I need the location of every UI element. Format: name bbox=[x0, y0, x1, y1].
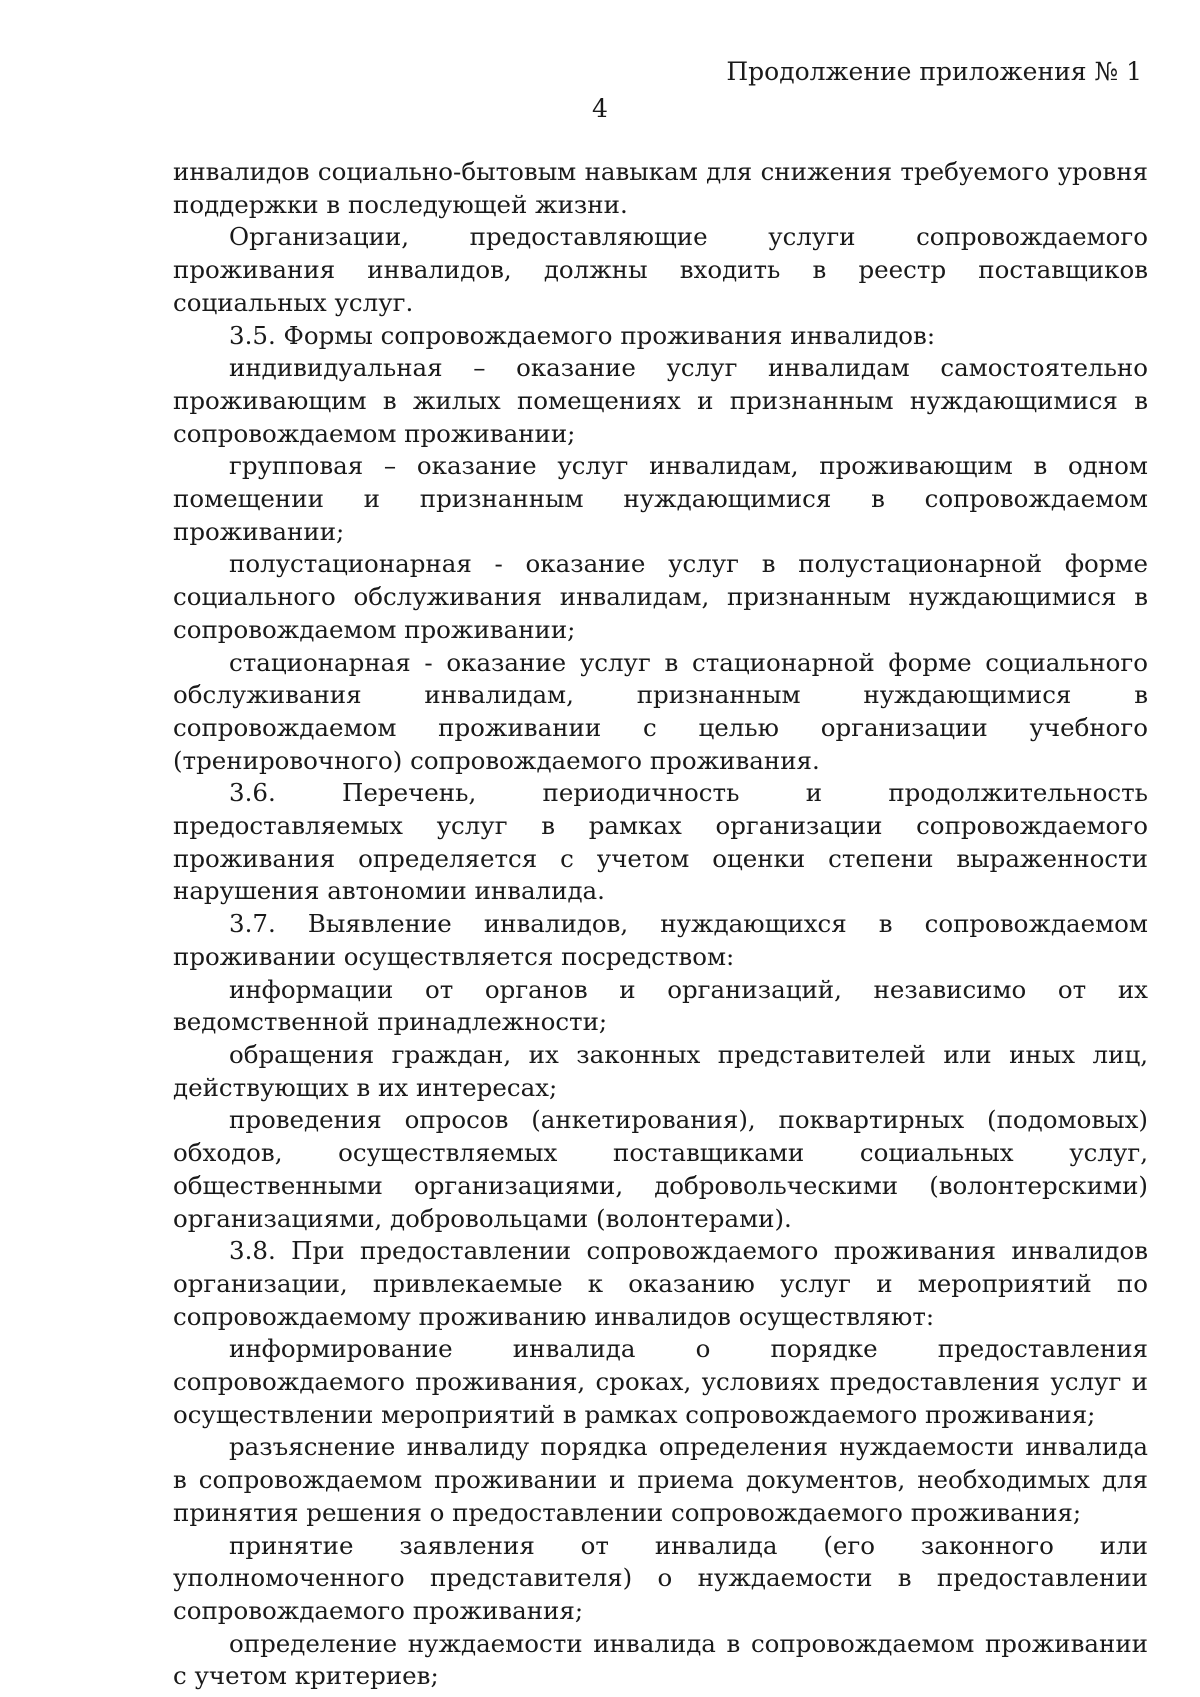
paragraph: Организации, предоставляющие услуги сопровождаемого проживания инвалидов, должны входить в реестр поставщиков социальных услуг. bbox=[173, 222, 1148, 317]
list-item: информации от органов и организаций, независимо от их ведомственной принадлежности; bbox=[173, 974, 1148, 1037]
appendix-continuation-note: Продолжение приложения № 1 bbox=[726, 57, 1142, 86]
list-item: стационарная - оказание услуг в стационарной форме социального обслуживания инвалидам, признанным нуждающимися в сопровождаемом проживании с целью организации учебного (тренировочного) сопровождаемого проживания. bbox=[173, 647, 1148, 775]
list-item: разъяснение инвалиду порядка определения нуждаемости инвалида в сопровождаемом проживании и приема документов, необходимых для принятия решения о предоставлении сопровождаемого проживания; bbox=[173, 1432, 1148, 1527]
list-item: проведения опросов (анкетирования), поквартирных (подомовых) обходов, осуществляемых поставщиками социальных услуг, общественными организациями, добровольческими (волонтерскими) организациями, добровольцами (волонтерами). bbox=[173, 1105, 1148, 1233]
list-item: определение нуждаемости инвалида в сопровождаемом проживании с учетом критериев; bbox=[173, 1628, 1148, 1691]
paragraph: инвалидов социально-бытовым навыкам для снижения требуемого уровня поддержки в последующей жизни. bbox=[173, 157, 1148, 219]
section-3-6: 3.6. Перечень, периодичность и продолжительность предоставляемых услуг в рамках организации сопровождаемого проживания определяется с учетом оценки степени выраженности нарушения автономии инвалида. bbox=[173, 778, 1148, 906]
document-body bbox=[173, 156, 1148, 1693]
list-item: принятие заявления от инвалида (его законного или уполномоченного представителя) о нуждаемости в предоставлении сопровождаемого проживания; bbox=[173, 1530, 1148, 1625]
section-heading-3-5: 3.5. Формы сопровождаемого проживания инвалидов: bbox=[229, 320, 936, 350]
list-item: индивидуальная – оказание услуг инвалидам самостоятельно проживающим в жилых помещениях и признанным нуждающимися в сопровождаемом проживании; bbox=[173, 353, 1148, 448]
list-item: информирование инвалида о порядке предоставления сопровождаемого проживания, сроках, условиях предоставления услуг и осуществлении мероприятий в рамках сопровождаемого проживания; bbox=[173, 1334, 1148, 1429]
list-item: обращения граждан, их законных представителей или иных лиц, действующих в их интересах; bbox=[173, 1039, 1148, 1102]
page-number: 4 bbox=[592, 94, 608, 123]
list-item: полустационарная - оказание услуг в полустационарной форме социального обслуживания инвалидам, признанным нуждающимися в сопровождаемом проживании; bbox=[173, 549, 1148, 644]
section-3-8: 3.8. При предоставлении сопровождаемого проживания инвалидов организации, привлекаемые к оказанию услуг и мероприятий по сопровождаемому проживанию инвалидов осуществляют: bbox=[173, 1236, 1148, 1331]
section-3-7: 3.7. Выявление инвалидов, нуждающихся в сопровождаемом проживании осуществляется посредством: bbox=[173, 909, 1148, 971]
list-item: групповая – оказание услуг инвалидам, проживающим в одном помещении и признанным нуждающимися в сопровождаемом проживании; bbox=[173, 451, 1148, 546]
